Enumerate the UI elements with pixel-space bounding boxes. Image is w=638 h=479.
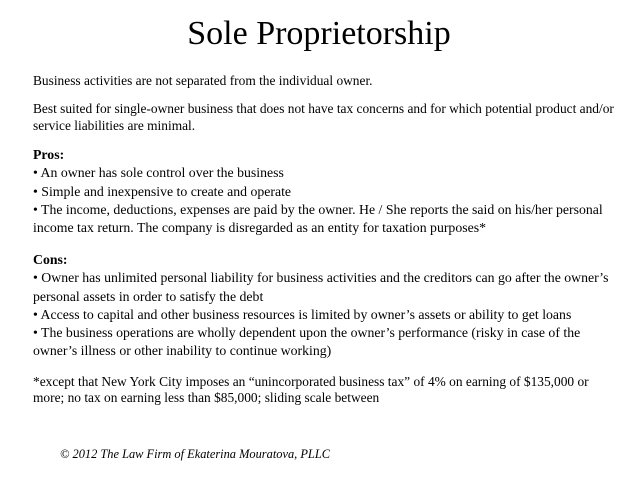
slide-body <box>33 73 623 406</box>
pros-item: • An owner has sole control over the business <box>33 165 284 181</box>
slide-title: Sole Proprietorship <box>187 15 451 52</box>
cons-item: • Access to capital and other business resources is limited by owner’s assets or ability to get loans <box>33 306 572 322</box>
cons-item: • The business operations are wholly dependent upon the owner’s performance (risky in case of the owner’s illness or other inability to continue working) <box>33 325 581 359</box>
pros-heading: Pros: <box>33 147 65 163</box>
intro-text-suitability: Best suited for single-owner business that does not have tax concerns and for which potential product and/or service liabilities are minimal. <box>33 101 614 133</box>
pros-item: • Simple and inexpensive to create and operate <box>33 183 292 199</box>
copyright-footer: © 2012 The Law Firm of Ekaterina Mouratova, PLLC <box>60 447 330 461</box>
cons-heading: Cons: <box>33 252 68 268</box>
pros-section <box>33 146 623 237</box>
cons-section <box>33 251 623 360</box>
pros-item: • The income, deductions, expenses are paid by the owner. He / She reports the said on his/her personal income tax return. The company is disregarded as an entity for taxation purposes* <box>33 201 603 236</box>
intro-text-ownership: Business activities are not separated from the individual owner. <box>33 73 373 88</box>
cons-item: • Owner has unlimited personal liability for business activities and the creditors can go after the owner’s personal assets in order to satisfy the debt <box>33 270 609 304</box>
tax-footnote: *except that New York City imposes an “unincorporated business tax” of 4% on earning of $135,000 or more; no tax on earning less than $85,000; sliding scale between <box>33 374 589 406</box>
